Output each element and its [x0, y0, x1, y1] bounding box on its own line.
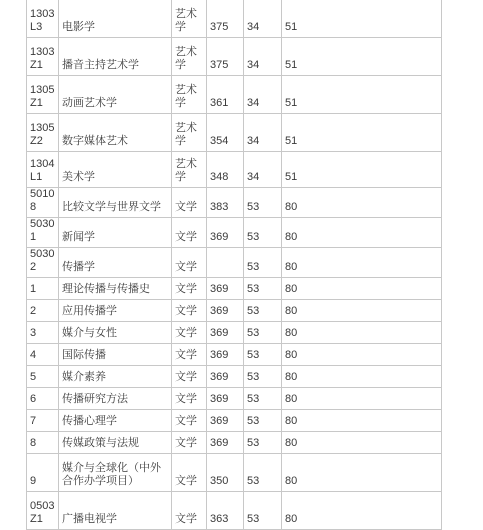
code-cell: 1	[27, 278, 59, 300]
major-cell: 美术学	[59, 152, 172, 188]
category-cell: 文学	[172, 248, 207, 278]
major-cell: 媒介与全球化（中外合作办学项目）	[59, 454, 172, 492]
subject-score-1-cell: 34	[244, 38, 282, 76]
subject-score-1-cell: 53	[244, 454, 282, 492]
total-score-cell: 363	[207, 492, 244, 530]
table-row	[27, 248, 442, 278]
total-score-cell: 369	[207, 300, 244, 322]
table-row	[27, 366, 442, 388]
category-cell: 文学	[172, 388, 207, 410]
major-cell: 电影学	[59, 0, 172, 38]
subject-score-1-cell: 53	[244, 278, 282, 300]
total-score-cell: 361	[207, 76, 244, 114]
code-cell: 1303L3	[27, 0, 59, 38]
subject-score-1-cell: 34	[244, 114, 282, 152]
total-score-cell: 375	[207, 38, 244, 76]
subject-score-2-cell: 80	[282, 188, 442, 218]
category-cell: 艺术学	[172, 76, 207, 114]
category-cell: 文学	[172, 454, 207, 492]
subject-score-2-cell: 80	[282, 278, 442, 300]
total-score-cell: 375	[207, 0, 244, 38]
major-cell: 应用传播学	[59, 300, 172, 322]
major-cell: 传播心理学	[59, 410, 172, 432]
category-cell: 文学	[172, 366, 207, 388]
total-score-cell: 369	[207, 366, 244, 388]
subject-score-2-cell: 80	[282, 366, 442, 388]
total-score-cell: 348	[207, 152, 244, 188]
table-row	[27, 410, 442, 432]
total-score-cell: 369	[207, 432, 244, 454]
major-cell: 媒介素养	[59, 366, 172, 388]
code-cell: 2	[27, 300, 59, 322]
subject-score-1-cell: 53	[244, 248, 282, 278]
subject-score-1-cell: 34	[244, 152, 282, 188]
major-cell: 广播电视学	[59, 492, 172, 530]
subject-score-1-cell: 53	[244, 366, 282, 388]
table-row	[27, 188, 442, 218]
code-cell: 3	[27, 322, 59, 344]
major-cell: 传媒政策与法规	[59, 432, 172, 454]
total-score-cell	[207, 248, 244, 278]
table-row	[27, 76, 442, 114]
table-row	[27, 300, 442, 322]
code-cell: 1305Z2	[27, 114, 59, 152]
table-row	[27, 454, 442, 492]
code-cell: 9	[27, 454, 59, 492]
major-cell: 传播研究方法	[59, 388, 172, 410]
code-cell: 6	[27, 388, 59, 410]
score-table	[26, 0, 442, 530]
category-cell: 艺术学	[172, 0, 207, 38]
major-cell: 新闻学	[59, 218, 172, 248]
table-row	[27, 152, 442, 188]
table-row	[27, 492, 442, 530]
major-cell: 播音主持艺术学	[59, 38, 172, 76]
code-cell: 50301	[27, 218, 59, 248]
subject-score-2-cell: 51	[282, 152, 442, 188]
total-score-cell: 354	[207, 114, 244, 152]
category-cell: 文学	[172, 218, 207, 248]
subject-score-2-cell: 80	[282, 432, 442, 454]
category-cell: 艺术学	[172, 38, 207, 76]
subject-score-2-cell: 80	[282, 248, 442, 278]
total-score-cell: 369	[207, 218, 244, 248]
total-score-cell: 383	[207, 188, 244, 218]
subject-score-2-cell: 51	[282, 0, 442, 38]
subject-score-2-cell: 80	[282, 388, 442, 410]
code-cell: 5	[27, 366, 59, 388]
total-score-cell: 369	[207, 322, 244, 344]
category-cell: 艺术学	[172, 114, 207, 152]
subject-score-2-cell: 80	[282, 410, 442, 432]
table-row	[27, 278, 442, 300]
total-score-cell: 369	[207, 278, 244, 300]
code-cell: 4	[27, 344, 59, 366]
major-cell: 数字媒体艺术	[59, 114, 172, 152]
major-cell: 国际传播	[59, 344, 172, 366]
subject-score-1-cell: 53	[244, 344, 282, 366]
subject-score-2-cell: 51	[282, 76, 442, 114]
category-cell: 文学	[172, 188, 207, 218]
code-cell: 8	[27, 432, 59, 454]
code-cell: 1304L1	[27, 152, 59, 188]
subject-score-2-cell: 80	[282, 344, 442, 366]
major-cell: 动画艺术学	[59, 76, 172, 114]
table-row	[27, 218, 442, 248]
total-score-cell: 369	[207, 388, 244, 410]
category-cell: 艺术学	[172, 152, 207, 188]
code-cell: 1305Z1	[27, 76, 59, 114]
subject-score-1-cell: 53	[244, 492, 282, 530]
category-cell: 文学	[172, 300, 207, 322]
subject-score-2-cell: 80	[282, 454, 442, 492]
category-cell: 文学	[172, 322, 207, 344]
major-cell: 比较文学与世界文学	[59, 188, 172, 218]
subject-score-2-cell: 80	[282, 300, 442, 322]
subject-score-1-cell: 53	[244, 218, 282, 248]
code-cell: 1303Z1	[27, 38, 59, 76]
subject-score-1-cell: 53	[244, 410, 282, 432]
major-cell: 理论传播与传播史	[59, 278, 172, 300]
major-cell: 传播学	[59, 248, 172, 278]
code-cell: 7	[27, 410, 59, 432]
code-cell: 50108	[27, 188, 59, 218]
subject-score-1-cell: 34	[244, 76, 282, 114]
subject-score-1-cell: 53	[244, 188, 282, 218]
subject-score-2-cell: 80	[282, 218, 442, 248]
code-cell: 0503Z1	[27, 492, 59, 530]
subject-score-2-cell: 51	[282, 38, 442, 76]
subject-score-1-cell: 34	[244, 0, 282, 38]
total-score-cell: 369	[207, 410, 244, 432]
table-row	[27, 322, 442, 344]
total-score-cell: 350	[207, 454, 244, 492]
category-cell: 文学	[172, 278, 207, 300]
major-cell: 媒介与女性	[59, 322, 172, 344]
category-cell: 文学	[172, 432, 207, 454]
category-cell: 文学	[172, 410, 207, 432]
subject-score-1-cell: 53	[244, 322, 282, 344]
subject-score-1-cell: 53	[244, 432, 282, 454]
total-score-cell: 369	[207, 344, 244, 366]
table-row	[27, 114, 442, 152]
category-cell: 文学	[172, 492, 207, 530]
subject-score-2-cell: 80	[282, 322, 442, 344]
subject-score-2-cell: 80	[282, 492, 442, 530]
category-cell: 文学	[172, 344, 207, 366]
code-cell: 50302	[27, 248, 59, 278]
subject-score-2-cell: 51	[282, 114, 442, 152]
table-row	[27, 38, 442, 76]
table-row	[27, 432, 442, 454]
table-row	[27, 388, 442, 410]
subject-score-1-cell: 53	[244, 300, 282, 322]
table-row	[27, 0, 442, 38]
table-row	[27, 344, 442, 366]
subject-score-1-cell: 53	[244, 388, 282, 410]
